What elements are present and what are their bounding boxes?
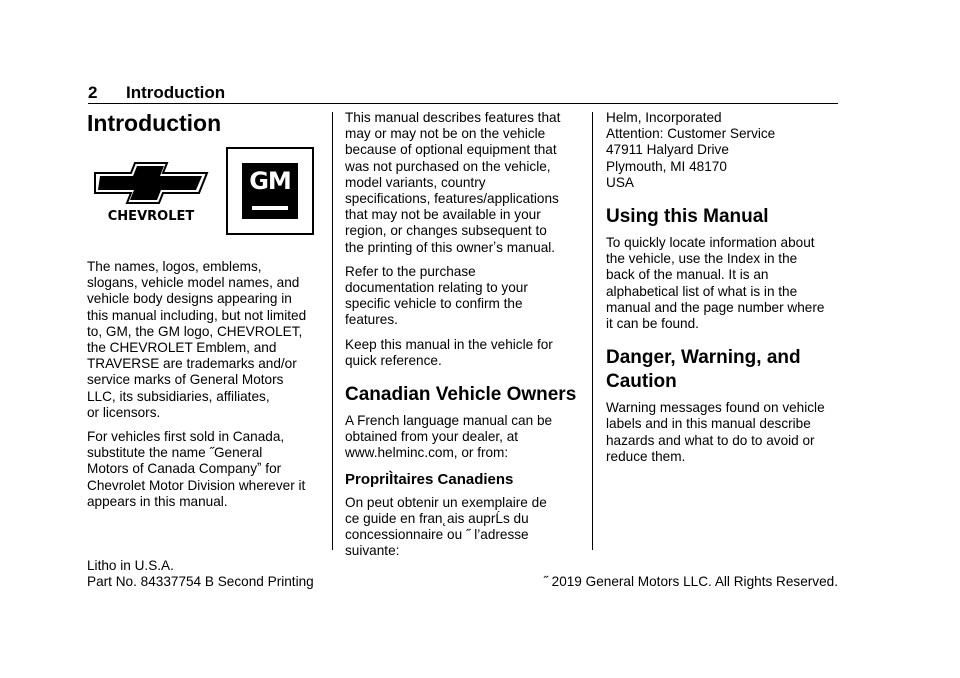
text-line: may or may not be on the vehicle	[345, 126, 546, 142]
text-line: labels and in this manual describe	[606, 416, 811, 432]
column-2	[345, 110, 585, 567]
text-line: it can be found.	[606, 316, 699, 332]
heading-line: Danger, Warning, and	[606, 347, 801, 369]
text-line: back of the manual. It is an	[606, 267, 769, 283]
copyright-notice: ˝ 2019 General Motors LLC. All Rights Reserved.	[543, 574, 838, 589]
text-line: specific vehicle to confirm the	[345, 296, 523, 312]
helm-address	[606, 110, 842, 191]
trademarks-paragraph	[87, 259, 323, 421]
litho-text: Litho in U.S.A.	[87, 558, 174, 573]
text-line: reduce them.	[606, 448, 686, 464]
text-line: Keep this manual in the vehicle for	[345, 336, 553, 352]
text-line: manual and the page number where	[606, 299, 825, 315]
text-line: concessionnaire ou ˝ l’adresse	[345, 527, 529, 543]
text-line: appears in this manual.	[87, 493, 228, 509]
text-line: To quickly locate information about	[606, 235, 815, 251]
canada-paragraph	[87, 429, 323, 510]
text-line: the vehicle, use the Index in the	[606, 251, 798, 267]
text-line: was not purchased on the vehicle,	[345, 158, 551, 174]
gm-logo	[226, 147, 314, 235]
text-line: service marks of General Motors	[87, 372, 284, 388]
text-line: TRAVERSE are trademarks and/or	[87, 356, 297, 372]
text-line: www.helminc.com, or from:	[345, 445, 509, 461]
text-line: the printing of this ownerʼs manual.	[345, 239, 556, 255]
index-paragraph	[606, 235, 842, 332]
text-line: specifications, features/applications	[345, 191, 559, 207]
column-3	[606, 110, 842, 473]
heading-proprietaires-canadiens: PropriÌtaires Canadiens	[345, 470, 514, 488]
page-header	[88, 83, 225, 103]
column-divider-2	[592, 112, 593, 550]
address-line: USA	[606, 174, 634, 190]
text-line: because of optional equipment that	[345, 142, 557, 158]
purchase-documentation-paragraph	[345, 264, 585, 329]
text-line: model variants, country	[345, 174, 486, 190]
heading-using-this-manual: Using this Manual	[606, 206, 769, 228]
text-line: ce guide en fran˛ais auprĹs du	[345, 510, 529, 526]
text-line: the CHEVROLET Emblem, and	[87, 340, 277, 356]
french-paragraph	[345, 495, 585, 560]
features-paragraph	[345, 110, 585, 256]
heading-canadian-vehicle-owners: Canadian Vehicle Owners	[345, 384, 577, 406]
text-line: Warning messages found on vehicle	[606, 400, 825, 416]
chevrolet-logo	[91, 161, 211, 223]
text-line: alphabetical list of what is in the	[606, 283, 798, 299]
part-number: Part No. 84337754 B Second Printing	[87, 574, 314, 589]
text-line: substitute the name ˝General	[87, 445, 263, 461]
page-title: Introduction	[87, 110, 222, 136]
column-1	[87, 110, 323, 518]
heading-line: Caution	[606, 371, 677, 393]
text-line: region, or changes subsequent to	[345, 223, 547, 239]
text-line: that may not be available in your	[345, 207, 541, 223]
address-line: 47911 Halyard Drive	[606, 142, 729, 158]
text-line: This manual describes features that	[345, 110, 561, 125]
text-line: slogans, vehicle model names, and	[87, 275, 300, 291]
chevrolet-wordmark: CHEVROLET	[107, 209, 195, 223]
text-line: A French language manual can be	[345, 413, 553, 429]
warning-messages-paragraph	[606, 400, 842, 465]
text-line: to, GM, the GM logo, CHEVROLET,	[87, 323, 303, 339]
text-line: features.	[345, 312, 398, 328]
section-title: Introduction	[126, 83, 226, 102]
text-line: On peut obtenir un exemplaire de	[345, 494, 547, 510]
text-line: or licensors.	[87, 404, 161, 420]
text-line: Refer to the purchase	[345, 263, 476, 279]
text-line: LLC, its subsidiaries, affiliates,	[87, 388, 270, 404]
text-line: vehicle body designs appearing in	[87, 291, 292, 307]
address-line: Plymouth, MI 48170	[606, 158, 727, 174]
text-line: obtained from your dealer, at	[345, 429, 519, 445]
text-line: Motors of Canada Companyˮ for	[87, 461, 282, 477]
address-line: Helm, Incorporated	[606, 110, 722, 125]
text-line: Chevrolet Motor Division wherever it	[87, 477, 306, 493]
page-number: 2	[88, 83, 98, 102]
french-manual-paragraph	[345, 413, 585, 462]
text-line: this manual including, but not limited	[87, 307, 307, 323]
heading-danger-warning-caution	[606, 346, 842, 394]
text-line: The names, logos, emblems,	[87, 259, 262, 274]
text-line: quick reference.	[345, 352, 442, 368]
brand-logos	[87, 147, 323, 245]
text-line: For vehicles first sold in Canada,	[87, 429, 285, 445]
text-line: documentation relating to your	[345, 280, 528, 296]
column-divider-1	[332, 112, 333, 550]
header-rule	[88, 103, 838, 104]
gm-wordmark: GM	[249, 167, 291, 195]
address-line: Attention: Customer Service	[606, 126, 776, 142]
text-line: hazards and what to do to avoid or	[606, 432, 815, 448]
keep-manual-paragraph	[345, 337, 585, 369]
text-line: suivante:	[345, 543, 400, 559]
